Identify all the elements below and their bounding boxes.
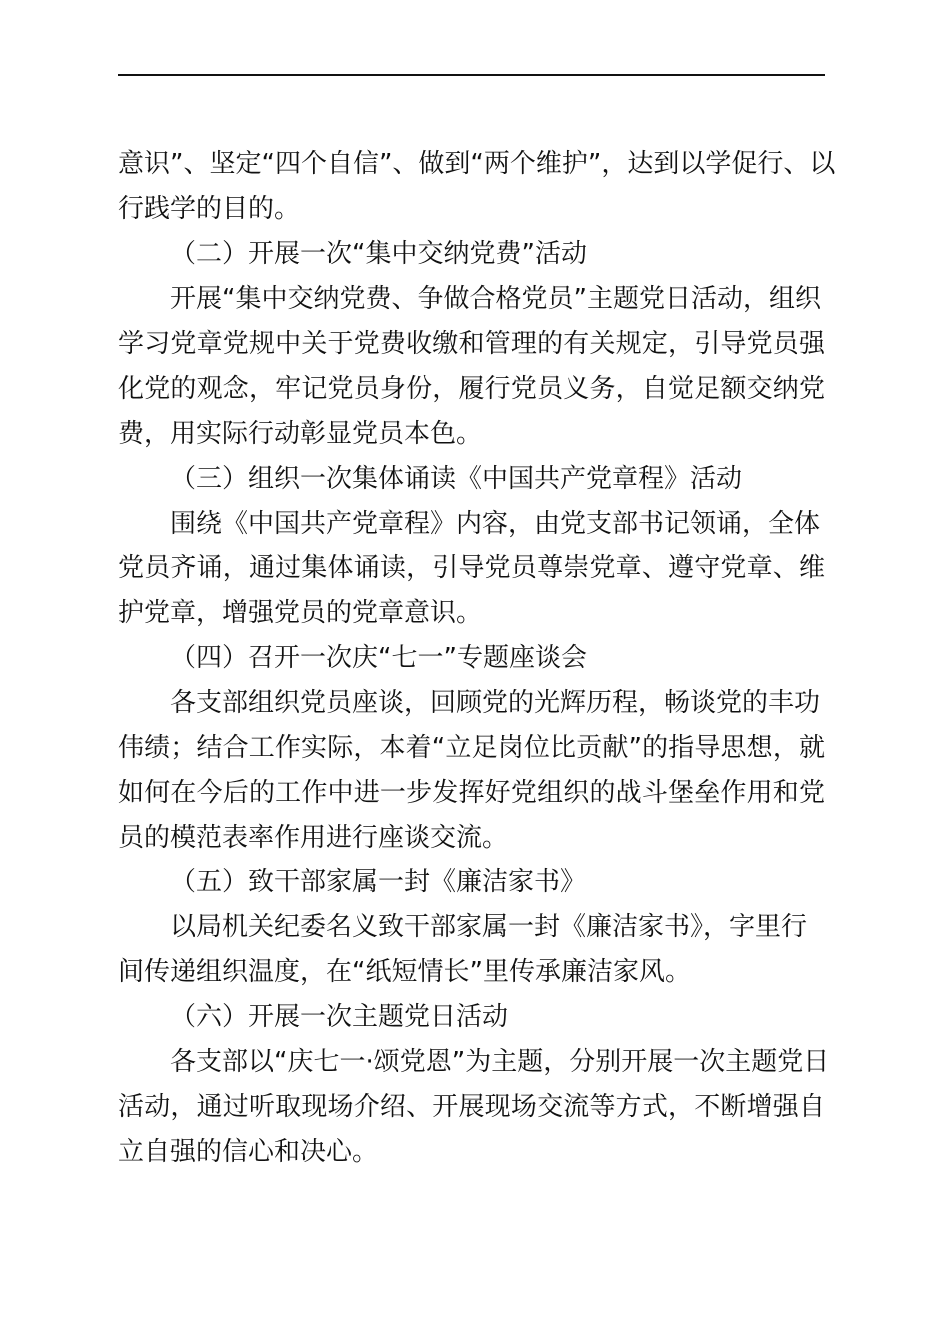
body-line: 意识”、坚定“四个自信”、做到“两个维护”，达到以学促行、以	[118, 149, 836, 179]
section-heading: （二）开展一次“集中交纳党费”活动	[170, 239, 587, 269]
body-line: 立自强的信心和决心。	[118, 1137, 379, 1167]
body-line: 围绕《中国共产党章程》内容，由党支部书记领诵，全体	[170, 509, 821, 539]
section-heading: （五）致干部家属一封《廉洁家书》	[170, 867, 587, 897]
body-line: 护党章，增强党员的党章意识。	[118, 598, 483, 628]
body-line: 员的模范表率作用进行座谈交流。	[118, 823, 509, 853]
body-line: 党员齐诵，通过集体诵读，引导党员尊崇党章、遵守党章、维	[118, 553, 825, 583]
body-line: 间传递组织温度，在“纸短情长”里传承廉洁家风。	[118, 957, 691, 987]
body-line: 行践学的目的。	[118, 194, 301, 224]
body-line: 如何在今后的工作中进一步发挥好党组织的战斗堡垒作用和党	[118, 778, 825, 808]
body-line: 活动，通过听取现场介绍、开展现场交流等方式，不断增强自	[118, 1092, 825, 1122]
body-line: 费，用实际行动彰显党员本色。	[118, 419, 483, 449]
body-line: 学习党章党规中关于党费收缴和管理的有关规定，引导党员强	[118, 329, 825, 359]
header-rule	[118, 74, 825, 76]
section-heading: （四）召开一次庆“七一”专题座谈会	[170, 643, 587, 673]
body-line: 各支部以“庆七一·颂党恩”为主题，分别开展一次主题党日	[170, 1047, 830, 1077]
body-line: 化党的观念，牢记党员身份，履行党员义务，自觉足额交纳党	[118, 374, 825, 404]
body-line: 开展“集中交纳党费、争做合格党员”主题党日活动，组织	[170, 284, 821, 314]
body-line: 各支部组织党员座谈，回顾党的光辉历程，畅谈党的丰功	[170, 688, 821, 718]
body-line: 以局机关纪委名义致干部家属一封《廉洁家书》，字里行	[170, 912, 808, 942]
section-heading: （六）开展一次主题党日活动	[170, 1002, 509, 1032]
section-heading: （三）组织一次集体诵读《中国共产党章程》活动	[170, 464, 743, 494]
body-line: 伟绩；结合工作实际，本着“立足岗位比贡献”的指导思想，就	[118, 733, 825, 763]
